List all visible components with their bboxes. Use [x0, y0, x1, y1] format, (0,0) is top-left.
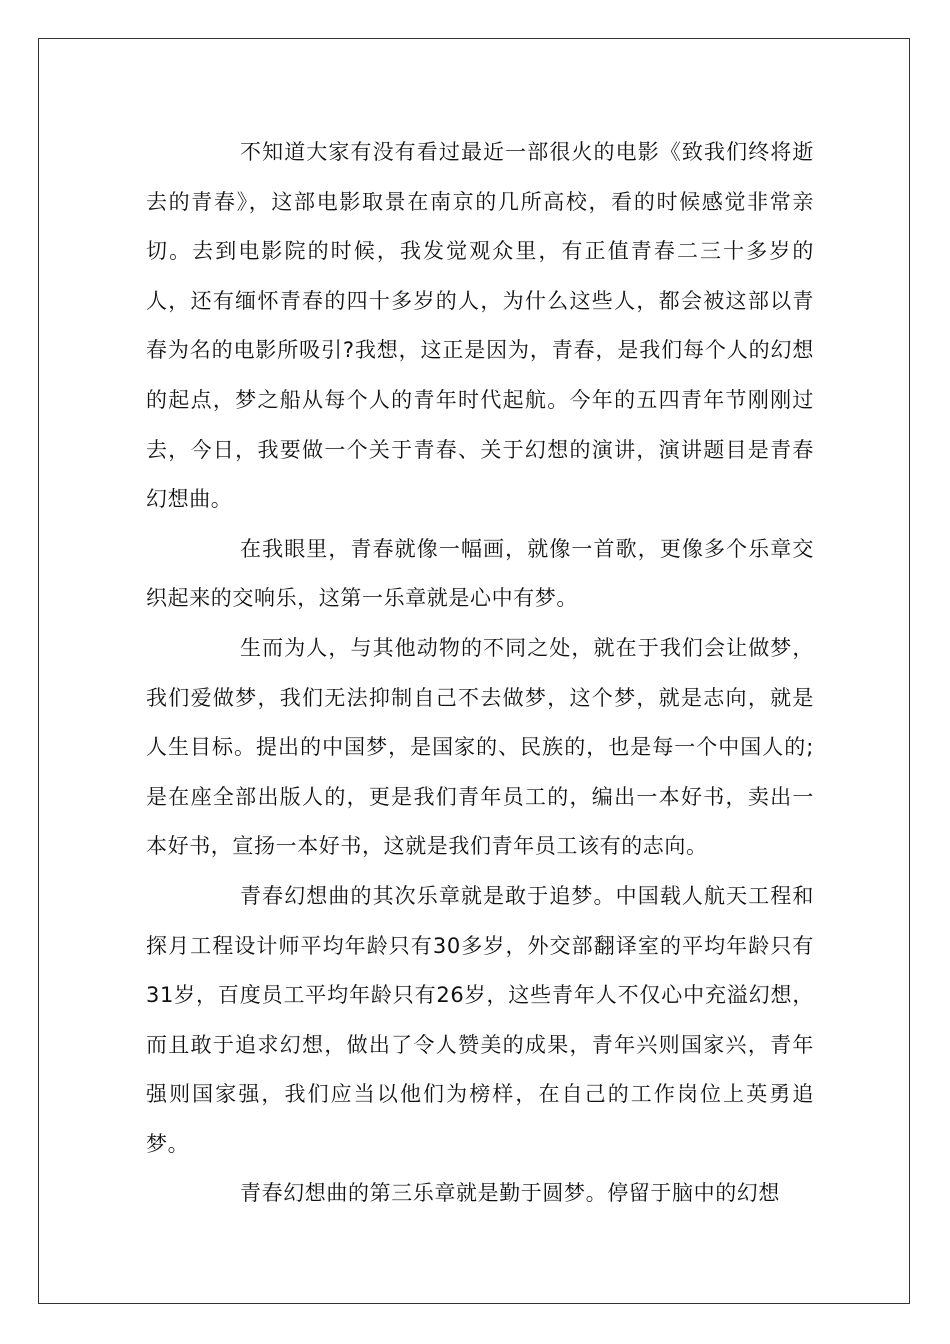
document-body [146, 128, 814, 1219]
paragraph-5: 青春幻想曲的第三乐章就是勤于圆梦。停留于脑中的幻想 [240, 1181, 780, 1206]
paragraph-3: 生而为人，与其他动物的不同之处，就在于我们会让做梦，我们爱做梦，我们无法抑制自己不去做梦，这个梦，就是志向，就是人生目标。提出的中国梦，是国家的、民族的，也是每一个中国人的;是在座全部出版人的，更是我们青年员工的，编出一本好书，卖出一本好书，宣扬一本好书，这就是我们青年员工该有的志向。 [146, 635, 814, 859]
paragraph-1: 不知道大家有没有看过最近一部很火的电影《致我们终将逝去的青春》，这部电影取景在南京的几所高校，看的时候感觉非常亲切。去到电影院的时候，我发觉观众里，有正值青春二三十多岁的人，还有缅怀青春的四十多岁的人，为什么这些人，都会被这部以青春为名的电影所吸引?我想，这正是因为，青春，是我们每个人的幻想的起点，梦之船从每个人的青年时代起航。今年的五四青年节刚刚过去，今日，我要做一个关于青春、关于幻想的演讲，演讲题目是青春幻想曲。 [146, 140, 814, 512]
paragraph-4: 青春幻想曲的其次乐章就是敢于追梦。中国载人航天工程和探月工程设计师平均年龄只有30多岁，外交部翻译室的平均年龄只有31岁，百度员工平均年龄只有26岁，这些青年人不仅心中充溢幻想，而且敢于追求幻想，做出了令人赞美的成果，青年兴则国家兴，青年强则国家强，我们应当以他们为榜样，在自己的工作岗位上英勇追梦。 [146, 883, 814, 1156]
paragraph-2: 在我眼里，青春就像一幅画，就像一首歌，更像多个乐章交织起来的交响乐，这第一乐章就是心中有梦。 [146, 536, 814, 611]
